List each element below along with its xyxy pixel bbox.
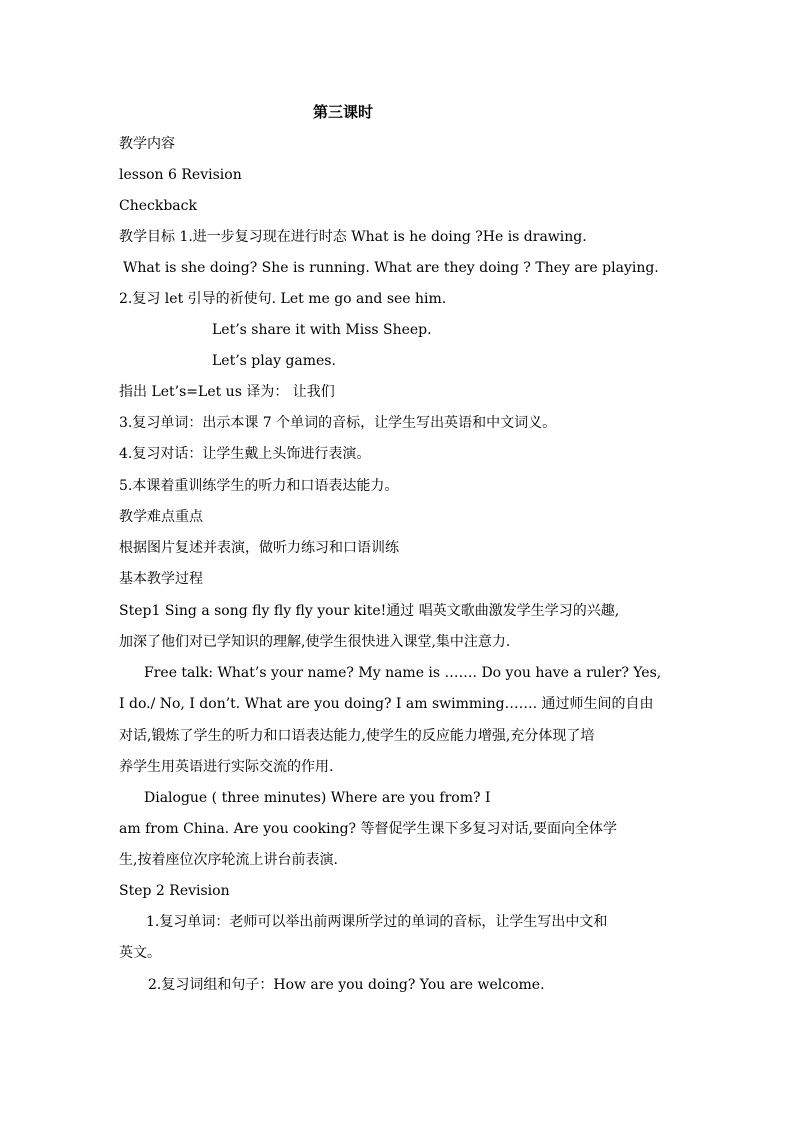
text-line: lesson 6 Revision <box>119 167 242 183</box>
text-line: I do./ No, I don’t. What are you doing? I am swimming……. 通过师生间的自由 <box>119 696 654 712</box>
text-line: Let’s share it with Miss Sheep. <box>212 322 432 338</box>
text-line: Step1 Sing a song fly fly fly your kite!通过 唱英文歌曲激发学生学习的兴趣, <box>119 603 620 619</box>
text-line: Free talk: What’s your name? My name is ……. Do you have a ruler? Yes, <box>144 665 662 681</box>
text-line: Let’s play games. <box>212 353 336 369</box>
text-line: 2.复习词组和句子：How are you doing? You are welcome. <box>148 977 545 993</box>
page-title: 第三课时 <box>313 103 374 121</box>
text-line: 加深了他们对已学知识的理解,使学生很快进入课堂,集中注意力. <box>119 634 511 650</box>
text-line: Step 2 Revision <box>119 883 230 899</box>
objectives-line: 教学目标 1.进一步复习现在进行时态 What is he doing ?He is drawing. <box>119 229 587 245</box>
text-line: 3.复习单词：出示本课 7 个单词的音标，让学生写出英语和中文词义。 <box>119 415 557 431</box>
section-heading-process: 基本教学过程 <box>119 571 203 587</box>
text-line: 根据图片复述并表演，做听力练习和口语训练 <box>119 540 399 556</box>
text-line: 2.复习 let 引导的祈使句. Let me go and see him. <box>119 291 447 307</box>
text-line: 生,按着座位次序轮流上讲台前表演. <box>119 852 338 868</box>
text-line: 4.复习对话：让学生戴上头饰进行表演。 <box>119 446 371 462</box>
section-heading-key-points: 教学难点重点 <box>119 509 203 525</box>
text-line: 5.本课着重训练学生的听力和口语表达能力。 <box>119 478 399 494</box>
text-line: 指出 Let’s=Let us 译为： 让我们 <box>119 384 335 400</box>
text-line: What is she doing? She is running. What are they doing ? They are playing. <box>123 260 659 276</box>
text-line: 1.复习单词：老师可以举出前两课所学过的单词的音标，让学生写出中文和 <box>146 914 608 930</box>
text-line: 养学生用英语进行实际交流的作用. <box>119 759 334 775</box>
text-line: am from China. Are you cooking? 等督促学生课下多复习对话,要面向全体学 <box>119 821 617 837</box>
text-line: 英文。 <box>119 945 161 961</box>
text-line: Checkback <box>119 198 197 214</box>
text-line: 对话,锻炼了学生的听力和口语表达能力,使学生的反应能力增强,充分体现了培 <box>119 728 595 744</box>
text-line: Dialogue ( three minutes) Where are you from? I <box>144 790 491 806</box>
section-heading-content: 教学内容 <box>119 136 175 152</box>
